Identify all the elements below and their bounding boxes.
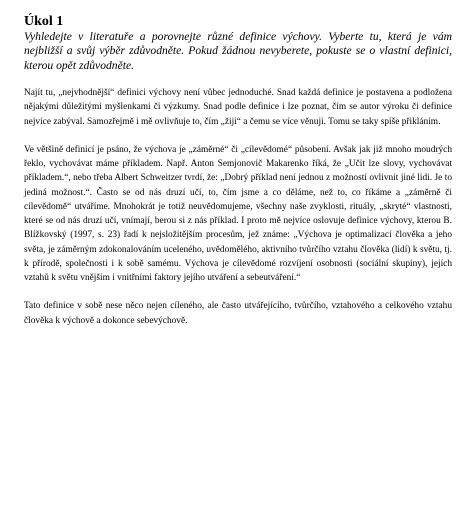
answer-paragraph-2: Ve většině definicí je psáno, že výchova je „záměrné“ či „cílevědomé“ působení. Avšak jak již mnoho moudrých řeklo, vychovávat máme příkladem. Např. Anton Semjonovič Makarenko říká, že „Učit lze slovy, vychovávat příkladem.“, nebo třeba Albert Schweitzer tvrdí, že: „Dobrý příklad není jednou z možností ovlivnit jiné lidi. Je to jediná možnost.“. Často se od nás druzí učí, to, čím jsme a co děláme, než to, co říkáme a „záměrně či cílevědomě“ utváříme. Mnohokrát je totiž neuvědomujeme, všechny naše zvyklosti, rituály, „skryté“ vlastnosti, které se od nás druzí učí, vnímají, berou si z nás příklad. I proto mě nejvíce oslovuje definice výchovy, kterou B. Blížkovský (1997, s. 23) řadí k nejsložitějším procesům, jež známe: „Výchova je optimalizací člověka a jeho světa, je záměrným zdokonalováním uceleného, uvědomělého, aktivního tvůrčího vztahu člověka (lidí) k světu, tj. k přírodě, společnosti i k sobě samému. Výchova je cílevědomé rozvíjení osobnosti (sociální skupiny), jejích vztahů k světu vnějším i vnitřními faktory jejího utváření a sebeutváření.“: [24, 144, 452, 284]
answer-paragraph-1: Najít tu, „nejvhodnější“ definici výchovy není vůbec jednoduché. Snad každá definice je postavena a podložena nějakými důležitými myšlenkami či výzkumy. Snad podle definice i lze poznat, čím se autor výroku či definice nejvíce zabýval. Samozřejmě i mě ovlivňuje to, čím „žiji“ a čemu se více věnuji. Tomu se taky spíše přikláním.: [24, 88, 452, 127]
assignment-title: Úkol 1: [24, 14, 64, 29]
answer-paragraph-3: Tato definice v sobě nese něco nejen cíleného, ale často utvářejícího, tvůrčího, vztahového a celkového vztahu člověka k výchově a dokonce sebevýchově.: [24, 301, 452, 326]
assignment-instructions: Vyhledejte v literatuře a porovnejte různé definice výchovy. Vyberte tu, která je vám nejbližší a svůj výběr zdůvodněte. Pokud žádnou nevyberete, pokuste se o vlastní definici, kterou opět zdůvodněte.: [24, 30, 452, 72]
